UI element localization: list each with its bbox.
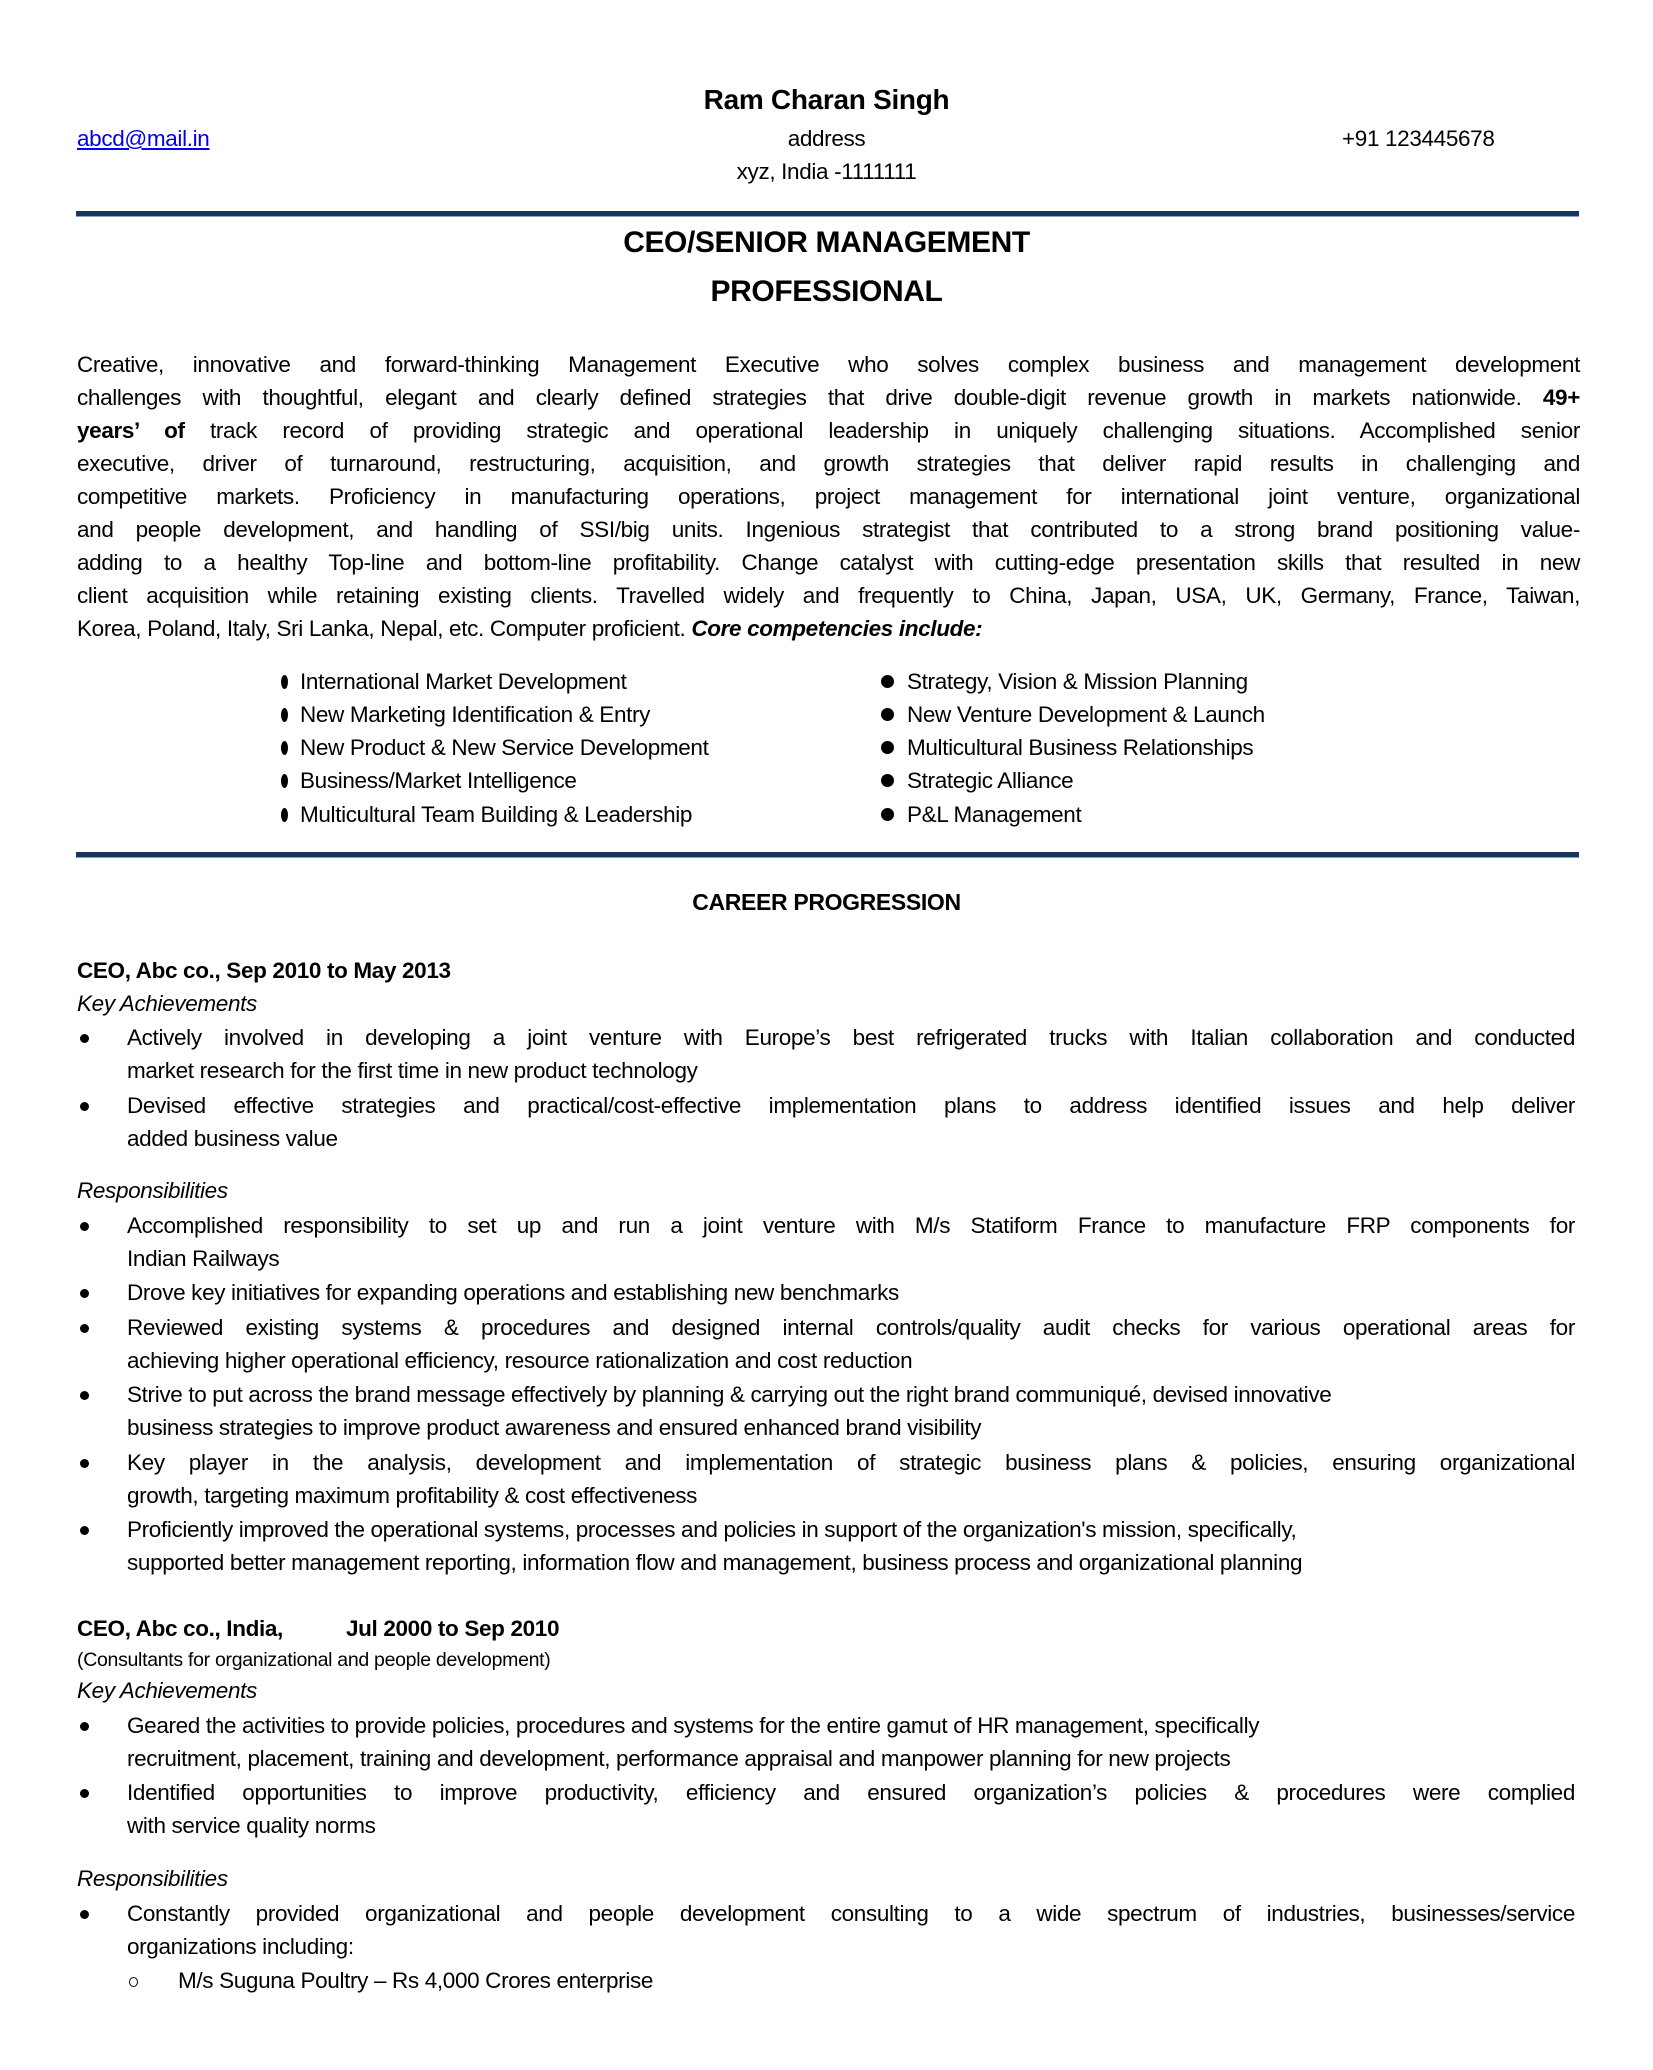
sub-bullet-icon — [129, 1977, 138, 1987]
address-line-2: xyz, India -1111111 — [736, 159, 917, 184]
bullet-icon — [80, 1459, 89, 1468]
bullet-icon — [80, 1722, 89, 1731]
bullet-icon — [281, 774, 288, 788]
bullet-icon — [881, 808, 894, 821]
sub-item: M/s Suguna Poultry – Rs 4,000 Crores enterprise — [178, 1968, 654, 1993]
summary-years-bold: 49+ — [1542, 385, 1580, 410]
phone-number: +91 123445678 — [1342, 126, 1495, 151]
competency-item: P&L Management — [907, 802, 1082, 827]
competency-item: New Marketing Identification & Entry — [300, 702, 651, 727]
responsibility-item: Proficiently improved the operational systems, processes and policies in support of the organization's mission, specifically, — [127, 1517, 1297, 1542]
summary-line: competitive markets. Proficiency in manufacturing operations, project management for international joint venture, organizational — [77, 484, 1580, 509]
achievement-item: Actively involved in developing a joint venture with Europe’s best refrigerated trucks with Italian collaboration and conducted — [127, 1025, 1575, 1050]
headline-line-1: CEO/SENIOR MANAGEMENT — [623, 226, 1030, 259]
key-achievements-label: Key Achievements — [77, 991, 257, 1016]
competency-item: Multicultural Team Building & Leadership — [300, 802, 693, 827]
responsibility-item-cont: supported better management reporting, information flow and management, business process and organizational planning — [127, 1550, 1303, 1575]
bullet-icon — [281, 675, 288, 689]
achievement-item: Identified opportunities to improve productivity, efficiency and ensured organization’s policies & procedures were complied — [127, 1780, 1575, 1805]
achievement-item-cont: added business value — [127, 1126, 338, 1151]
career-section-title: CAREER PROGRESSION — [692, 889, 961, 915]
candidate-name: Ram Charan Singh — [703, 84, 950, 115]
responsibilities-label: Responsibilities — [77, 1866, 228, 1891]
job-heading: CEO, Abc co., Sep 2010 to May 2013 — [77, 958, 451, 983]
bullet-icon — [281, 808, 288, 822]
responsibility-item-cont: growth, targeting maximum profitability & cost effectiveness — [127, 1483, 698, 1508]
achievement-item-cont: recruitment, placement, training and development, performance appraisal and manpower planning for new projects — [127, 1746, 1231, 1771]
responsibility-item: Drove key initiatives for expanding operations and establishing new benchmarks — [127, 1280, 899, 1305]
summary-line: Creative, innovative and forward-thinking Management Executive who solves complex business and management development — [77, 352, 1580, 377]
core-competencies-label: Core competencies include: — [691, 616, 983, 641]
bullet-icon — [881, 708, 894, 721]
bullet-icon — [281, 741, 288, 755]
bullet-icon — [881, 675, 894, 688]
responsibility-item: Accomplished responsibility to set up and run a joint venture with M/s Statiform France to manufacture FRP components for — [127, 1213, 1575, 1238]
competency-item: New Product & New Service Development — [300, 735, 709, 760]
competency-item: Strategic Alliance — [907, 768, 1074, 793]
bullet-icon — [80, 1034, 89, 1043]
responsibilities-label: Responsibilities — [77, 1178, 228, 1203]
responsibility-item: Reviewed existing systems & procedures and designed internal controls/quality audit checks for various operational areas for — [127, 1315, 1575, 1340]
bullet-icon — [80, 1102, 89, 1111]
responsibility-item-cont: Indian Railways — [127, 1246, 280, 1271]
achievement-item-cont: market research for the first time in new product technology — [127, 1058, 698, 1083]
summary-line: years’ of track record of providing strategic and operational leadership in uniquely challenging situations. Accomplished senior — [77, 418, 1580, 443]
summary-paragraph — [77, 348, 1580, 645]
bullet-icon — [881, 741, 894, 754]
responsibility-item-cont: achieving higher operational efficiency, resource rationalization and cost reduction — [127, 1348, 913, 1373]
bullet-icon — [881, 774, 894, 787]
bullet-icon — [80, 1526, 89, 1535]
responsibility-item: Key player in the analysis, development and implementation of strategic business plans & policies, ensuring organizational — [127, 1450, 1575, 1475]
summary-line: client acquisition while retaining existing clients. Travelled widely and frequently to China, Japan, USA, UK, Germany, France, Taiwan, — [77, 583, 1580, 608]
bullet-icon — [80, 1222, 89, 1231]
competency-item: International Market Development — [300, 669, 627, 694]
job-subtitle: (Consultants for organizational and people development) — [77, 1649, 551, 1671]
bullet-icon — [80, 1289, 89, 1298]
summary-line: adding to a healthy Top-line and bottom-line profitability. Change catalyst with cutting-edge presentation skills that resulted in new — [77, 550, 1580, 575]
bullet-icon — [80, 1789, 89, 1798]
achievement-item: Geared the activities to provide policies, procedures and systems for the entire gamut of HR management, specifically — [127, 1713, 1260, 1738]
email-link[interactable]: abcd@mail.in — [77, 126, 210, 151]
summary-line: and people development, and handling of SSI/big units. Ingenious strategist that contributed to a strong brand positioning value- — [77, 517, 1580, 542]
responsibility-item-cont: organizations including: — [127, 1934, 354, 1959]
responsibility-item-cont: business strategies to improve product awareness and ensured enhanced brand visibility — [127, 1415, 982, 1440]
summary-line: Korea, Poland, Italy, Sri Lanka, Nepal, etc. Computer proficient. Core competencies include: — [77, 616, 983, 641]
summary-line: challenges with thoughtful, elegant and clearly defined strategies that drive double-digit revenue growth in markets nationwide. 49+ — [77, 385, 1580, 410]
bullet-icon — [80, 1324, 89, 1333]
responsibility-item: Strive to put across the brand message effectively by planning & carrying out the right brand communiqué, devised innovative — [127, 1382, 1332, 1407]
competency-item: Business/Market Intelligence — [300, 768, 577, 793]
responsibility-item: Constantly provided organizational and people development consulting to a wide spectrum of industries, businesses/service — [127, 1901, 1575, 1926]
job-heading-dates: Jul 2000 to Sep 2010 — [346, 1616, 560, 1641]
achievement-item: Devised effective strategies and practical/cost-effective implementation plans to address identified issues and help deliver — [127, 1093, 1575, 1118]
summary-years-bold: years’ of — [77, 418, 185, 443]
competency-item: Multicultural Business Relationships — [907, 735, 1254, 760]
section-divider — [76, 852, 1579, 857]
headline-line-2: PROFESSIONAL — [710, 275, 943, 308]
competency-item: New Venture Development & Launch — [907, 702, 1265, 727]
summary-line: executive, driver of turnaround, restructuring, acquisition, and growth strategies that deliver rapid results in challenging and — [77, 451, 1580, 476]
address-line-1: address — [787, 126, 866, 151]
section-divider — [76, 211, 1579, 216]
competency-item: Strategy, Vision & Mission Planning — [907, 669, 1248, 694]
achievement-item-cont: with service quality norms — [127, 1813, 376, 1838]
job-heading-company: CEO, Abc co., India, — [77, 1616, 283, 1641]
key-achievements-label: Key Achievements — [77, 1678, 257, 1703]
bullet-icon — [80, 1391, 89, 1400]
bullet-icon — [80, 1910, 89, 1919]
bullet-icon — [281, 708, 288, 722]
